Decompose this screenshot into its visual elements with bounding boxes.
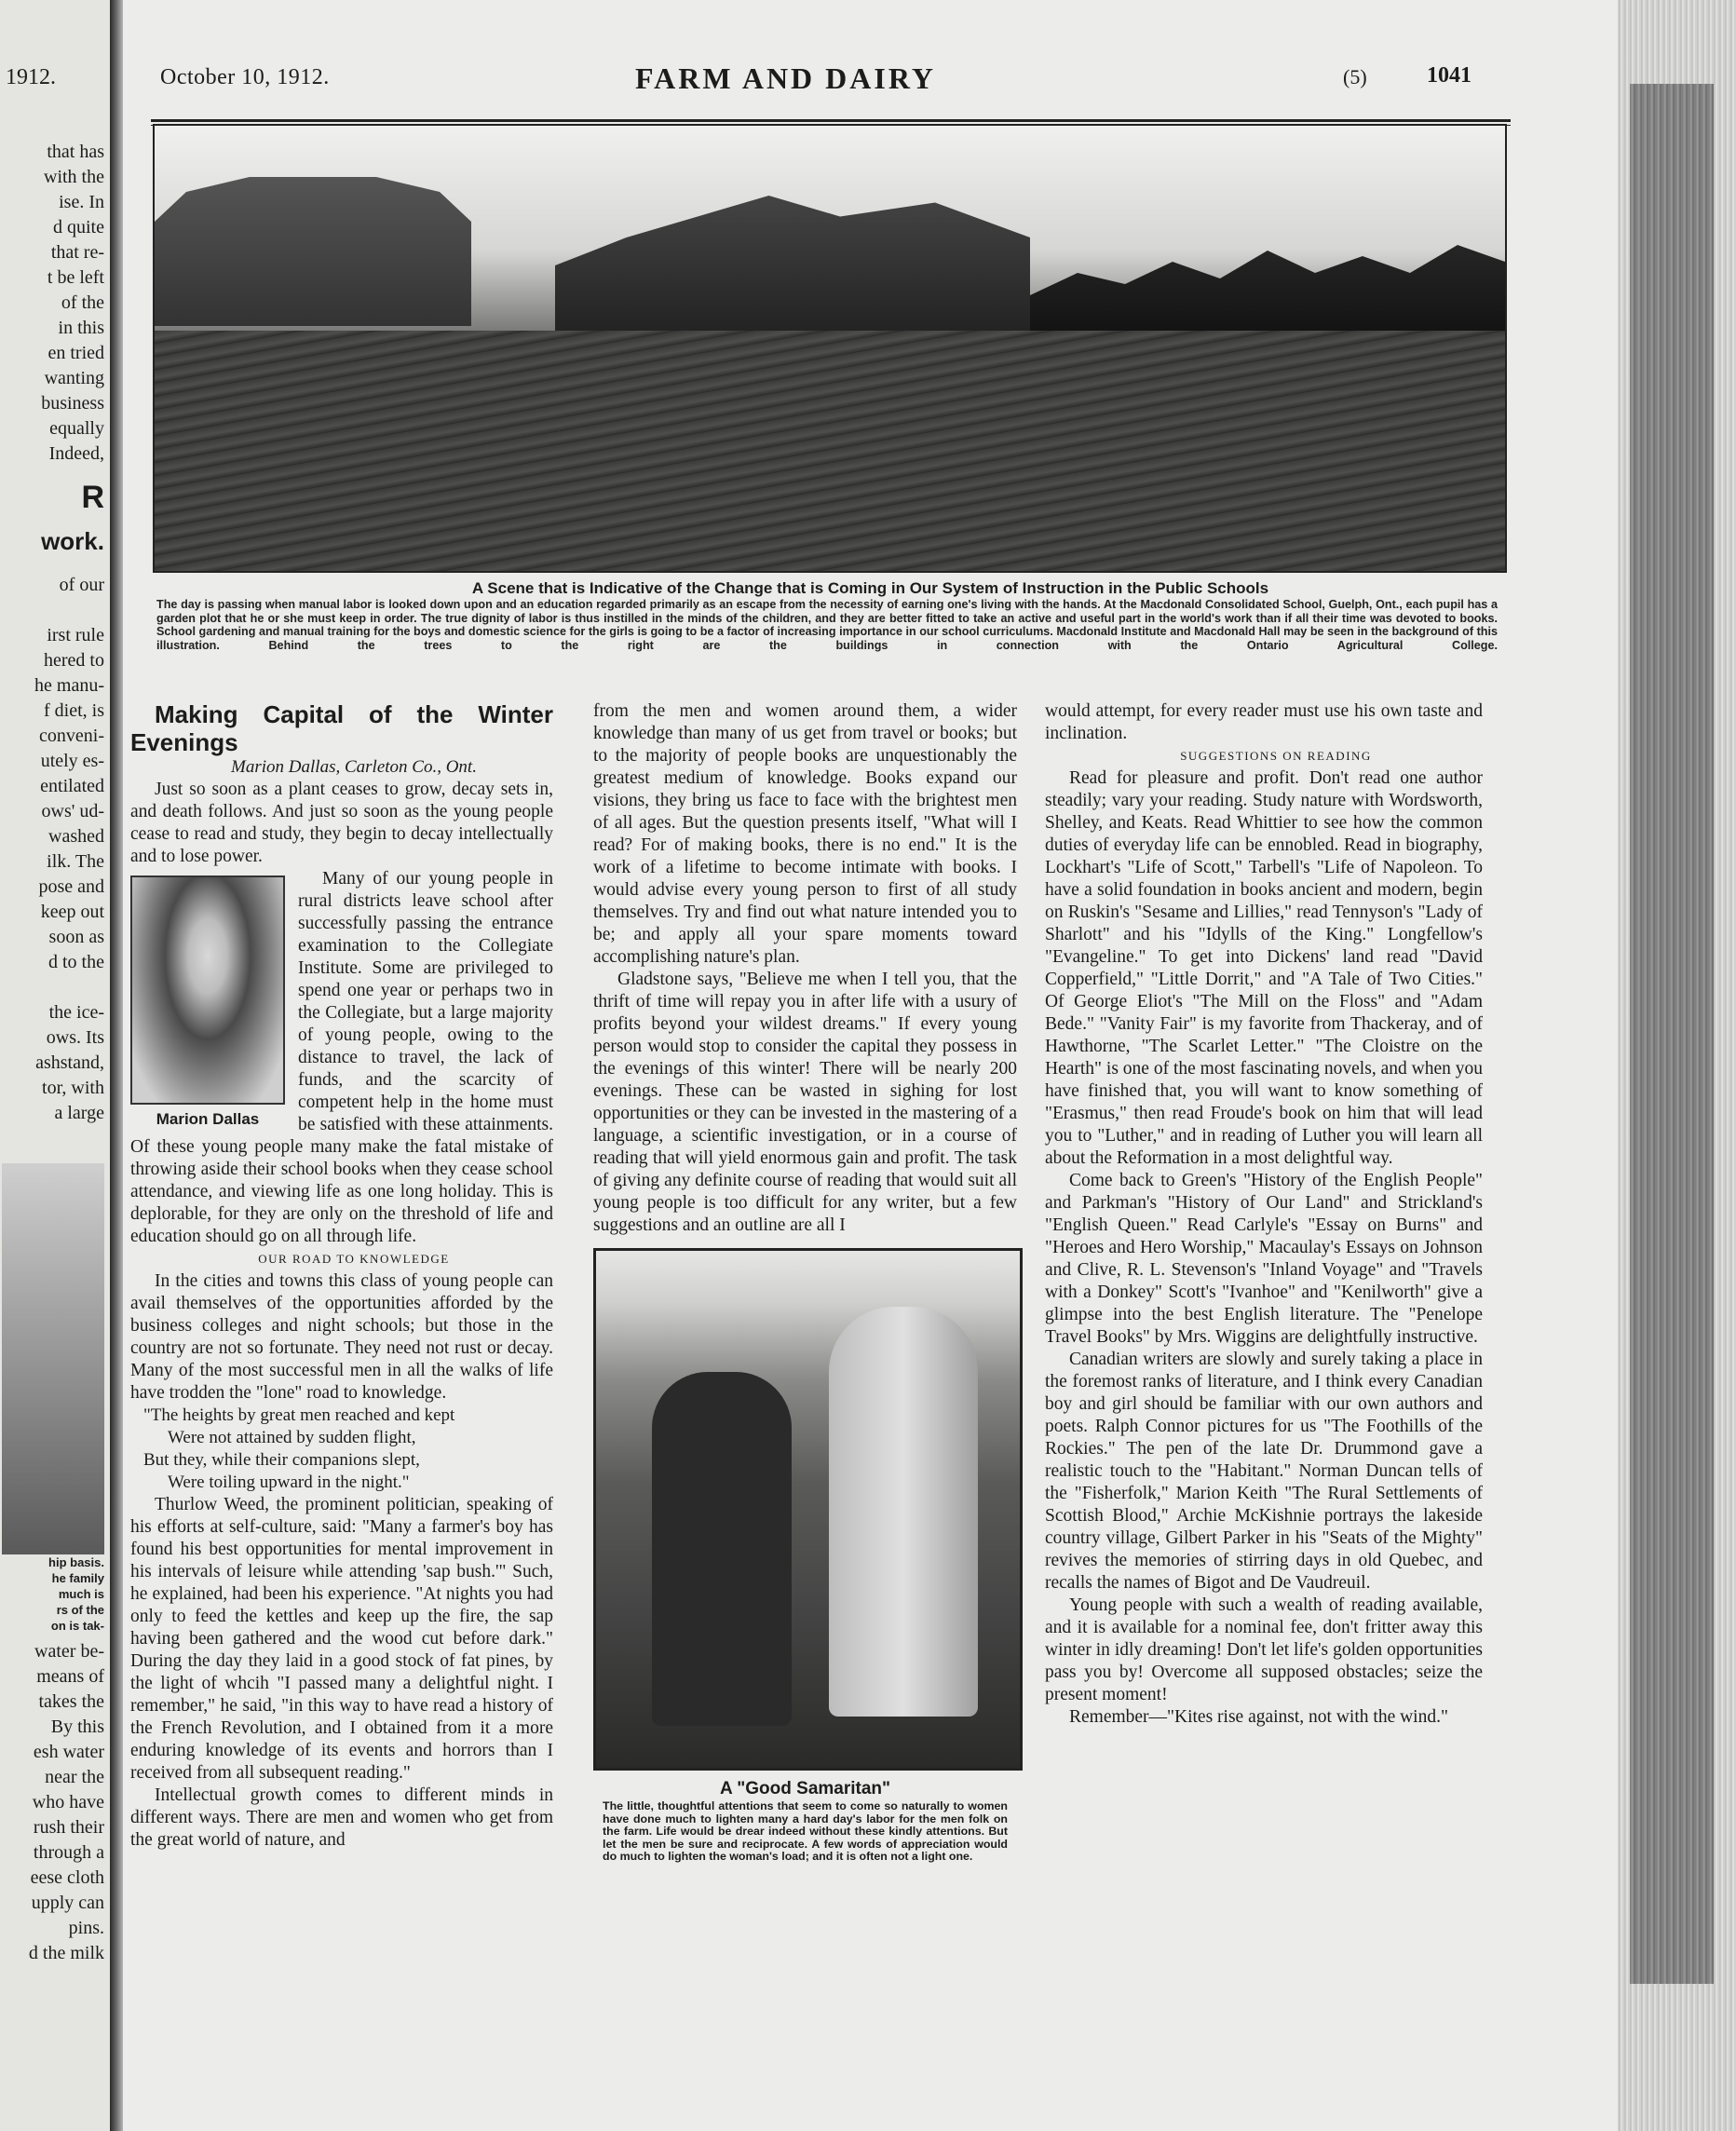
facing-page-line: tor, with <box>42 1078 104 1098</box>
facing-page-line: rs of the <box>56 1603 104 1617</box>
facing-page-line: business <box>41 393 104 414</box>
portrait-caption: Marion Dallas <box>156 1110 260 1128</box>
figure-caption-title: A "Good Samaritan" <box>719 1779 891 1798</box>
paragraph: Canadian writers are slowly and surely taking a place in the foremost ranks of literature, and I think every Canadian boy and girl should be familiar with our own authors and poets. Ralph Connor pictures for us "The Foothills of the Rockies." The pen of the late Dr. Drummond gave a realistic touch to the "Habitant." Norman Duncan tells of the "Fisherfolk," Marion Keith "The Rural Settlements of Scottish Blood," Archie McKishnie portrays the lakeside country village, Gilbert Parker in his "Seats of the Mighty" revives the memories of stirring days in old Quebec, and recalls the names of Bigot and De Vaudreuil. <box>1045 1350 1483 1593</box>
page-header <box>160 58 1511 114</box>
paragraph: Remember—"Kites rise against, not with the wind." <box>1069 1707 1448 1727</box>
article-byline: Marion Dallas, Carleton Co., Ont. <box>231 757 477 777</box>
macdonald-hall-building <box>555 196 1030 335</box>
facing-page-line: f diet, is <box>44 700 104 721</box>
article-column-3 <box>1045 700 1483 1729</box>
paragraph <box>130 779 553 868</box>
facing-page-line: equally <box>49 418 104 439</box>
facing-page-line: d to the <box>48 952 104 972</box>
facing-page-line: water be- <box>34 1641 104 1662</box>
paragraph: Young people with such a wealth of reading available, and it is available for a nominal fee, don't fritter away this winter in idly dreaming! Don't let life's golden opportunities pass you by! Overcome all supposed obstacles; seize the present moment! <box>1045 1595 1483 1704</box>
facing-page-line: ilk. The <box>47 851 104 872</box>
good-samaritan-figure <box>593 1248 1017 1864</box>
facing-page-line: with the <box>44 167 104 187</box>
facing-page-line <box>2 975 104 1000</box>
macdonald-institute-building <box>155 177 471 326</box>
facing-page-line: who have <box>32 1792 104 1812</box>
facing-page-line: rush their <box>33 1817 104 1838</box>
facing-page-line: the ice- <box>48 1002 104 1023</box>
facing-page-line <box>2 598 104 623</box>
poem-line: Were not attained by sudden flight, <box>168 1428 416 1447</box>
article-column-2 <box>593 700 1017 1864</box>
facing-page-heading-fragment: R <box>81 480 104 515</box>
issue-number: (5) <box>1343 65 1367 88</box>
poem-quote <box>130 1405 553 1494</box>
paragraph: In the cities and towns this class of young people can avail themselves of the opportunities afforded by the business colleges and night schools; but those in the country are not so fortunate. They need not rust or decay. Many of the most successful men in all the walks of life have trodden the "lone" road to knowledge. <box>130 1271 553 1403</box>
facing-page-line: pins. <box>68 1918 104 1938</box>
facing-page-line: irst rule <box>47 625 104 645</box>
facing-page-line: of our <box>59 575 104 595</box>
paragraph: Read for pleasure and profit. Don't read one author steadily; vary your reading. Study nature with Wordsworth, Shelley, and Keats. Read Whittier to see how the common duties of everyday life can be ennobled. Read in biography, Lockhart's "Life of Scott," Tarbell's "Life of Napoleon. To have a solid foundation in books ancient and modern, begin on Ruskin's "Sesame and Lillies," read Tennyson's "Lady of Sharlott" and his "Idylls of the King." Longfellow's "Evangeline." To get into Dickens' land read "David Copperfield," "Little Dorrit," and "A Tale of Two Cities." Of George Eliot's "The Mill on the Floss" and "Adam Bede." "Vanity Fair" is my favorite from Thackeray, and of Hawthorne, "The Scarlet Letter." "The Cloistre on the Hearth" is one of the most fascinating novels, and when you have finished that, you will want to know something of "Erasmus," then read Froude's book on him that will lead you to "Luther," and in reading of Luther you will learn all about the Reformation in a most delightful way. <box>1045 768 1483 1168</box>
poem-line: Were toiling upward in the night." <box>168 1473 410 1492</box>
facing-page-line: on is tak- <box>50 1619 104 1633</box>
article-headline: Making Capital of the Winter Evenings <box>130 700 553 756</box>
facing-page-line: that has <box>47 142 104 162</box>
facing-page-text <box>2 140 104 1966</box>
facing-page-line: a large <box>54 1103 104 1123</box>
facing-page-line: entilated <box>40 776 104 796</box>
facing-page-line: eese cloth <box>30 1867 104 1888</box>
garden-plots <box>155 331 1505 571</box>
paragraph: would attempt, for every reader must use his own taste and inclination. <box>1045 701 1483 743</box>
section-subhead: OUR ROAD TO KNOWLEDGE <box>258 1252 450 1266</box>
paragraph: Many of our young people in rural districts leave school after successfully passing the entrance examination to the Collegiate Institute. Some are privileged to spend one year or perhaps two in the Collegiate, but a large majority of young people, owing to the distance to travel, the lack of funds, and the scarcity of competent help in the home must be satisfied with these attainments. Of these young people many make the fatal mistake of throwing aside their school books when they cease school attendance, and viewing life as one long holiday. This is deplorable, for they are only on the threshold of life and education should go on all through life. <box>130 869 553 1246</box>
facing-page-line: ashstand, <box>35 1052 104 1073</box>
facing-page-line: Indeed, <box>48 443 104 464</box>
paragraph: Come back to Green's "History of the English People" and Parkman's "History of Our Land" and Strickland's "English Queen." Read Carlyle's "Essay on Burns" and "Heroes and Hero Worship," Macaulay's Essays on Johnson and Clive, R. L. Stevenson's "Inland Voyage" and "Travels with a Donkey" Scott's "Ivanhoe" and "Kenilworth" give a glimpse into the best English literature. The "Penelope Travel Books" by Mrs. Wiggins are delightfully instructive. <box>1045 1171 1483 1347</box>
facing-page-fragment <box>0 0 110 2131</box>
facing-page-line: hip basis. <box>48 1555 104 1569</box>
author-portrait <box>130 875 285 1131</box>
facing-page-line: esh water <box>33 1742 104 1762</box>
paragraph: Intellectual growth comes to different minds in different ways. There are men and women who get from the great world of nature, and <box>130 1785 553 1850</box>
good-samaritan-photo <box>593 1248 1023 1771</box>
facing-page-line: in this <box>58 318 104 338</box>
facing-page-heading-word: work. <box>41 527 104 555</box>
section-subhead: SUGGESTIONS ON READING <box>1180 749 1372 763</box>
portrait-photo <box>130 875 285 1105</box>
facing-page-line: By this <box>50 1717 104 1737</box>
masthead-title: FARM AND DAIRY <box>635 61 936 95</box>
book-gutter <box>110 0 123 2131</box>
facing-page-line: ise. In <box>59 192 104 212</box>
facing-page-line: keep out <box>40 902 104 922</box>
facing-page-line: en tried <box>47 343 104 363</box>
paragraph-text: Just so soon as a plant ceases to grow, decay sets in, and death follows. And just so soon as the young people cease to read and study, they begin to decay intellectually and to lose power. <box>130 780 553 866</box>
facing-page-line: washed <box>48 826 104 847</box>
facing-page-line: pose and <box>38 876 104 897</box>
facing-page-line: he manu- <box>34 675 104 696</box>
facing-page-line: that re- <box>50 242 104 263</box>
facing-page-line: ows' ud- <box>41 801 104 821</box>
seated-man-figure <box>652 1372 792 1726</box>
facing-page-line: wanting <box>44 368 104 388</box>
photo-caption-text: The day is passing when manual labor is looked down upon and an education regarded primarily as an escape from the necessity of earning one's living with the hands. At the Macdonald Consolidated School, Guelph, Ont., each pupil has a garden plot that he or she must keep in order. The true dignity of labor is thus instilled in the minds of the children, and they are better fitted to take an active and useful part in the world's work than if all their time was devoted to books. School gardening and manual training for the boys and domestic science for the girls is going to be a factor of increasing importance in our school curriculums. Macdonald Institute and Macdonald Hall may be seen in the background of this illustration. Behind the trees to the right are the buildings in connection with the Ontario Agricultural College. <box>156 598 1498 652</box>
poem-line: But they, while their companions slept, <box>143 1450 420 1470</box>
article-column-1 <box>130 700 553 1852</box>
paragraph: Thurlow Weed, the prominent politician, speaking of his efforts at self-culture, said: "Many a farmer's boy has found his best opportunities for mental improvement in his intervals of leisure while attending 'sap bush.'" Such, he explained, had been his experience. "At nights you had only to feed the kettles and keep up the fire, the sap having been gathered and the wood cut before dark." During the day they laid in a good stock of fat pines, by the light of whcih "I passed many a delightful night. I remember," he said, "in this way to have read a history of the French Revolution, and I obtained from it a more enduring knowledge of its events and horrors than I received from all subsequent reading." <box>130 1495 553 1783</box>
facing-page-line: ows. Its <box>46 1027 104 1048</box>
facing-page-line: he family <box>51 1571 104 1585</box>
facing-page-line: much is <box>58 1587 104 1601</box>
figure-caption-text: The little, thoughtful attentions that seem to come so naturally to women have done much to lighten many a hard day's labor for the men folk on the farm. Life would be drear indeed without these kindly attentions. But let the men be sure and reciprocate. A few words of appreciation would do much to lighten the woman's load; and it is often not a light one. <box>603 1799 1008 1864</box>
issue-date: October 10, 1912. <box>160 65 330 89</box>
facing-page-line: d quite <box>53 217 104 238</box>
school-garden-photo <box>153 124 1507 573</box>
facing-page-line: hered to <box>44 650 104 671</box>
facing-page-line: of the <box>61 292 104 313</box>
newspaper-page <box>123 0 1618 2131</box>
poem-line: "The heights by great men reached and kept <box>143 1405 455 1425</box>
facing-page-line: t be left <box>47 267 104 288</box>
tree-line <box>1030 228 1505 340</box>
facing-page-date: 1912. <box>6 65 56 89</box>
photo-caption-title: A Scene that is Indicative of the Change that is Coming in Our System of Instruction in the Public Schools <box>471 579 1269 597</box>
facing-page-line: means of <box>36 1666 104 1687</box>
paragraph: Gladstone says, "Believe me when I tell you, that the thrift of time will repay you in after life with a usury of profits beyond your wildest dreams." If every young person would stop to consider the capital they possess in the evenings of this winter! There will be nearly 200 evenings. These can be wasted in sighing for lost opportunities or they can be invested in the mastering of a language, a scientific investigation, or in a course of reading that will yield enormous gain and profit. The task of giving any definite course of reading that would suit all young people is too difficult for any writer, but a few suggestions and an outline are all I <box>593 970 1017 1235</box>
facing-page-line: near the <box>45 1767 104 1787</box>
paragraph: from the men and women around them, a wider knowledge than many of us get from travel or books; but to the majority of people books are unquestionably the greatest medium of knowledge. Books expand our visions, they bring us face to face with the brightest men of all ages. But the question presents itself, "What will I read? For of making books, there is no end." It is the work of a lifetime to become intimate with books. I would advise every young person to first of all study themselves. Try and find out what nature intended you to be; and apply all your spare moments toward accomplishing nature's plan. <box>593 701 1017 967</box>
facing-page-line: d the milk <box>28 1943 104 1963</box>
facing-page-line: upply can <box>31 1893 104 1913</box>
facing-page-line: through a <box>33 1842 104 1863</box>
facing-page-photo <box>2 1163 104 1554</box>
facing-page-line: takes the <box>38 1691 104 1712</box>
facing-page-line: conveni- <box>39 726 104 746</box>
book-page-stack <box>1630 84 1714 1984</box>
facing-page-line: soon as <box>48 927 104 947</box>
facing-page-line: utely es- <box>40 751 104 771</box>
standing-woman-figure <box>829 1307 978 1717</box>
page-number: 1041 <box>1427 63 1472 88</box>
